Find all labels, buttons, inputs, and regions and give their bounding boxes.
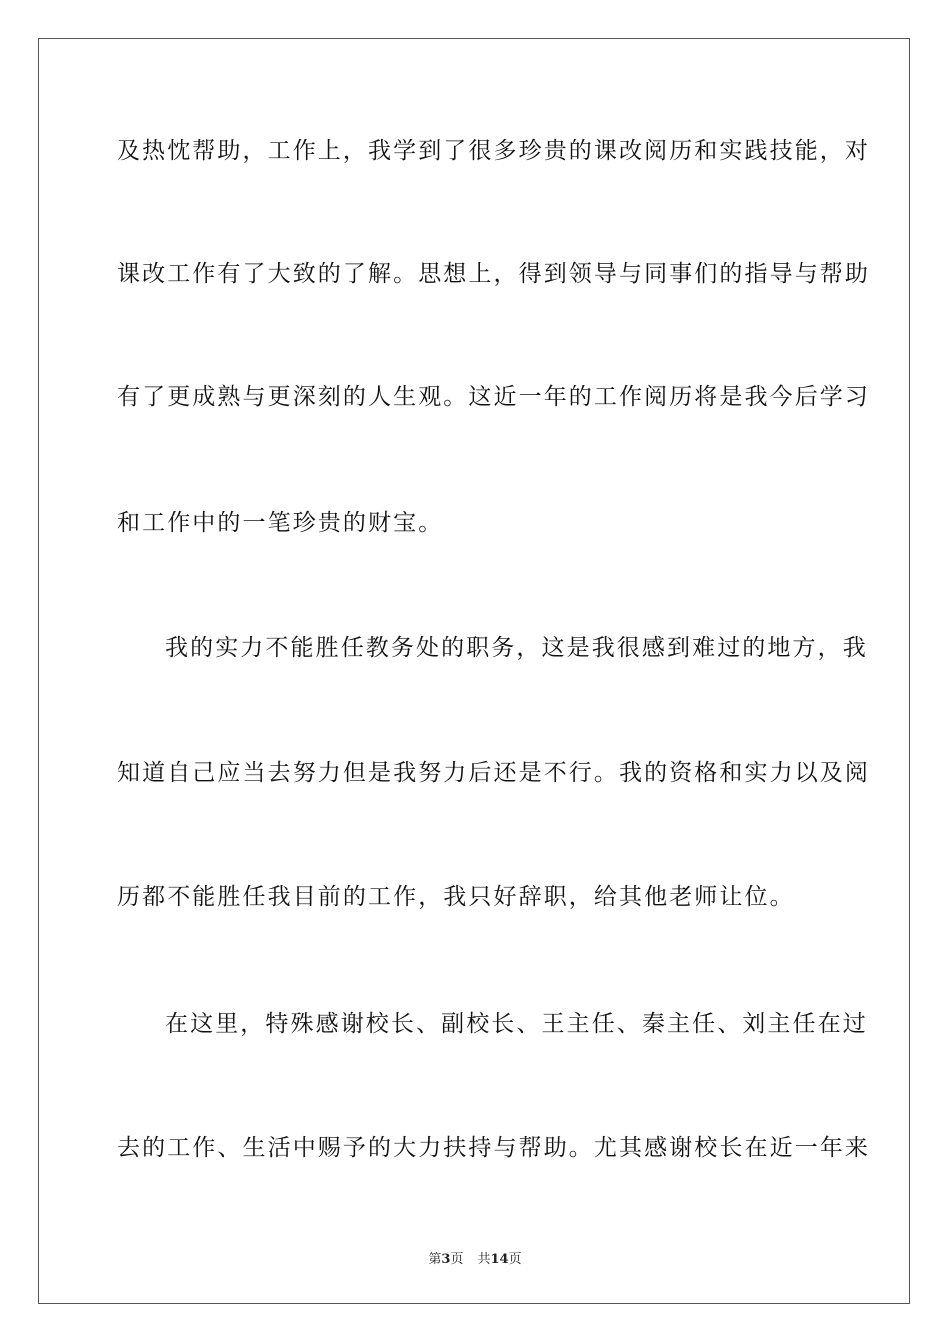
page-prefix: 第 bbox=[428, 1252, 442, 1267]
page-border bbox=[38, 38, 910, 1304]
total-prefix: 共 bbox=[477, 1252, 491, 1267]
total-suffix: 页 bbox=[508, 1252, 522, 1267]
body-line-3: 有了更成熟与更深刻的人生观。这近一年的工作阅历将是我今后学习 bbox=[117, 384, 870, 410]
body-line-2: 课改工作有了大致的了解。思想上，得到领导与同事们的指导与帮助 bbox=[117, 261, 870, 287]
body-line-1: 及热忱帮助，工作上，我学到了很多珍贵的课改阅历和实践技能，对 bbox=[117, 138, 870, 164]
page-suffix: 页 bbox=[450, 1252, 464, 1267]
body-line-8: 在这里，特殊感谢校长、副校长、王主任、秦主任、刘主任在过 bbox=[165, 1011, 868, 1037]
body-line-9: 去的工作、生活中赐予的大力扶持与帮助。尤其感谢校长在近一年来 bbox=[117, 1135, 870, 1161]
page-number: 3 bbox=[441, 1252, 451, 1267]
body-line-5: 我的实力不能胜任教务处的职务，这是我很感到难过的地方，我 bbox=[165, 635, 868, 661]
body-line-4: 和工作中的一笔珍贵的财宝。 bbox=[117, 510, 444, 536]
total-pages: 14 bbox=[490, 1252, 509, 1267]
body-line-6: 知道自己应当去努力但是我努力后还是不行。我的资格和实力以及阅 bbox=[117, 760, 870, 786]
body-line-7: 历都不能胜任我目前的工作，我只好辞职，给其他老师让位。 bbox=[117, 884, 795, 910]
page-footer bbox=[0, 1248, 950, 1267]
